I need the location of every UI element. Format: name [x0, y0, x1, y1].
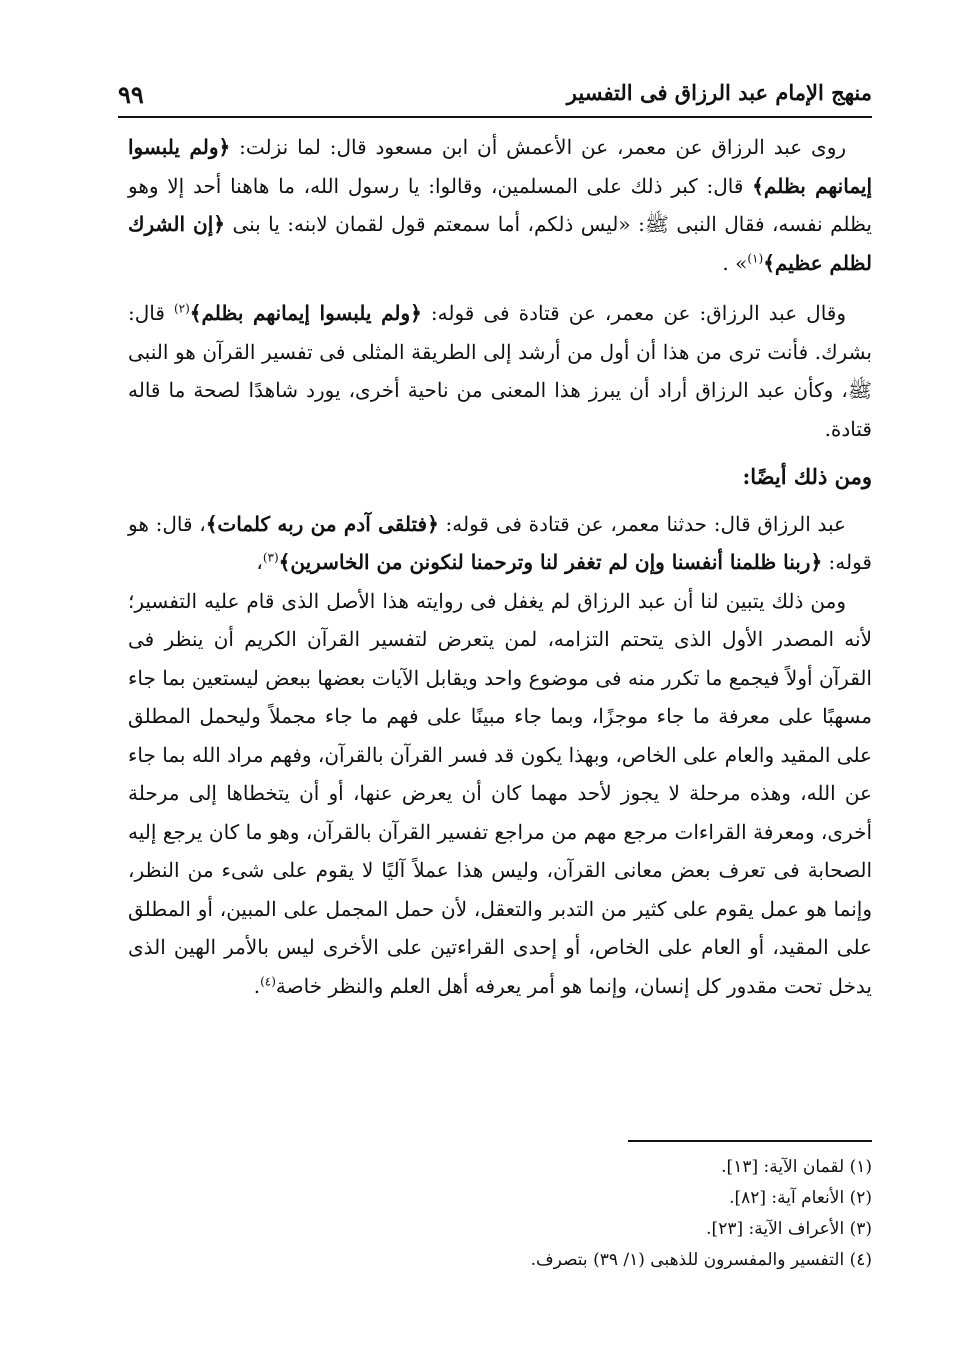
- p3-verse-1: ﴿فتلقى آدم من ربه كلمات﴾: [205, 511, 439, 536]
- footnote-4: (٤) التفسير والمفسرون للذهبى (١/ ٣٩) بتصرف.: [530, 1250, 872, 1270]
- footnote-3: (٣) الأعراف الآية: [٢٣].: [706, 1219, 872, 1239]
- page-header: [118, 80, 872, 112]
- p2-intro: وقال عبد الرزاق: عن معمر، عن قتادة فى قوله:: [421, 301, 847, 325]
- footnote-rule: [628, 1140, 872, 1142]
- paragraph-1: [128, 128, 872, 282]
- footnote-ref-1: (١): [747, 250, 764, 265]
- p2-verse: ﴿ولم يلبسوا إيمانهم بظلم﴾: [189, 301, 422, 325]
- p4-text: ومن ذلك يتبين لنا أن عبد الرزاق لم يغفل فى روايته هذا الأصل الذى قام عليه التفسير؛ لأنه المصدر الأول الذى يتحتم التزامه، لمن يتعرض لتفسير القرآن الكريم أن ينظر فى القرآن أولاً فيجمع ما تكرر منه فى موضوع واحد ويقابل الآيات بعضها ببعض ليستعين بما جاء مسهبًا على معرفة ما جاء موجزًا، وبما جاء مبينًا على فهم ما جاء مجملاً وليحمل المطلق على المقيد والعام على الخاص، وبهذا يكون قد فسر القرآن بالقرآن، وفهم مراد الله بما جاء عن الله، وهذه مرحلة لا يجوز لأحد مهما كان أن يعرض عنها، أو أن يتخطاها إلى مرحلة أخرى، ومعرفة القراءات مرجع مهم من مراجع تفسير القرآن بالقرآن، وهو ما كان يرجع إليه الصحابة فى تعرف بعض معانى القرآن، وليس هذا عملاً آليًا لا يقوم على شىء من النظر، وإنما هو عمل يقوم على كثير من التدبر والتعقل، لأن حمل المجمل على المبين، أو المطلق على المقيد، أو العام على الخاص، أو إحدى القراءتين على الأخرى ليس بالأمر الهين الذى يدخل تحت مقدور كل إنسان، وإنما هو أمر يعرفه أهل العلم والنظر خاصة: [128, 588, 872, 998]
- footnote-ref-4: (٤): [260, 973, 276, 988]
- footnote-ref-3: (٣): [262, 550, 279, 565]
- section-heading: ومن ذلك أيضًا:: [742, 464, 872, 489]
- p1-verse-1: ﴿ولم يلبسوا إيمانهم بظلم﴾: [128, 135, 873, 198]
- p3-end: ،: [256, 550, 263, 574]
- p3-verse-2: ﴿ربنا ظلمنا أنفسنا وإن لم تغفر لنا وترحمنا لنكونن من الخاسرين﴾: [278, 550, 823, 574]
- p1-middle: قال: كبر ذلك على المسلمين، وقالوا: يا رسول الله، ما هاهنا أحد إلا وهو يظلم نفسه، فقال النبى ﷺ: «ليس ذلكم، أما سمعتم قول لقمان لابنه: يا بنى: [128, 173, 872, 236]
- footnote-ref-2: (٢): [173, 301, 190, 316]
- header-rule: [118, 116, 872, 118]
- running-title: منهج الإمام عبد الرزاق فى التفسير: [566, 80, 872, 105]
- footnotes: [400, 1152, 872, 1276]
- p3-middle: ، قال: هو قوله:: [128, 511, 872, 574]
- paragraph-4: [128, 582, 872, 1006]
- paragraph-2: [128, 294, 872, 448]
- footnote-2: (٢) الأنعام آية: [٨٢].: [729, 1188, 872, 1208]
- main-text: [128, 128, 872, 1005]
- footnote-1: (١) لقمان الآية: [١٣].: [721, 1157, 872, 1177]
- p1-intro: روى عبد الرزاق عن معمر، عن الأعمش أن ابن مسعود قال: لما نزلت:: [230, 135, 847, 159]
- p1-end: » .: [722, 250, 748, 275]
- p1-verse-2: ﴿إن الشرك لظلم عظيم﴾: [128, 212, 872, 275]
- page-number: ٩٩: [118, 80, 144, 109]
- p3-intro: عبد الرزاق قال: حدثنا معمر، عن قتادة فى قوله:: [438, 511, 846, 536]
- p2-rest: قال: بشرك. فأنت ترى من هذا أن أول من أرشد إلى الطريقة المثلى فى تفسير القرآن هو النبى ﷺ، وكأن عبد الرزاق أراد أن يبرز هذا المعنى من ناحية أخرى، يورد شاهدًا لصحة ما قاله قتادة.: [128, 301, 872, 441]
- p4-end: .: [253, 973, 261, 998]
- paragraph-3: [128, 505, 872, 582]
